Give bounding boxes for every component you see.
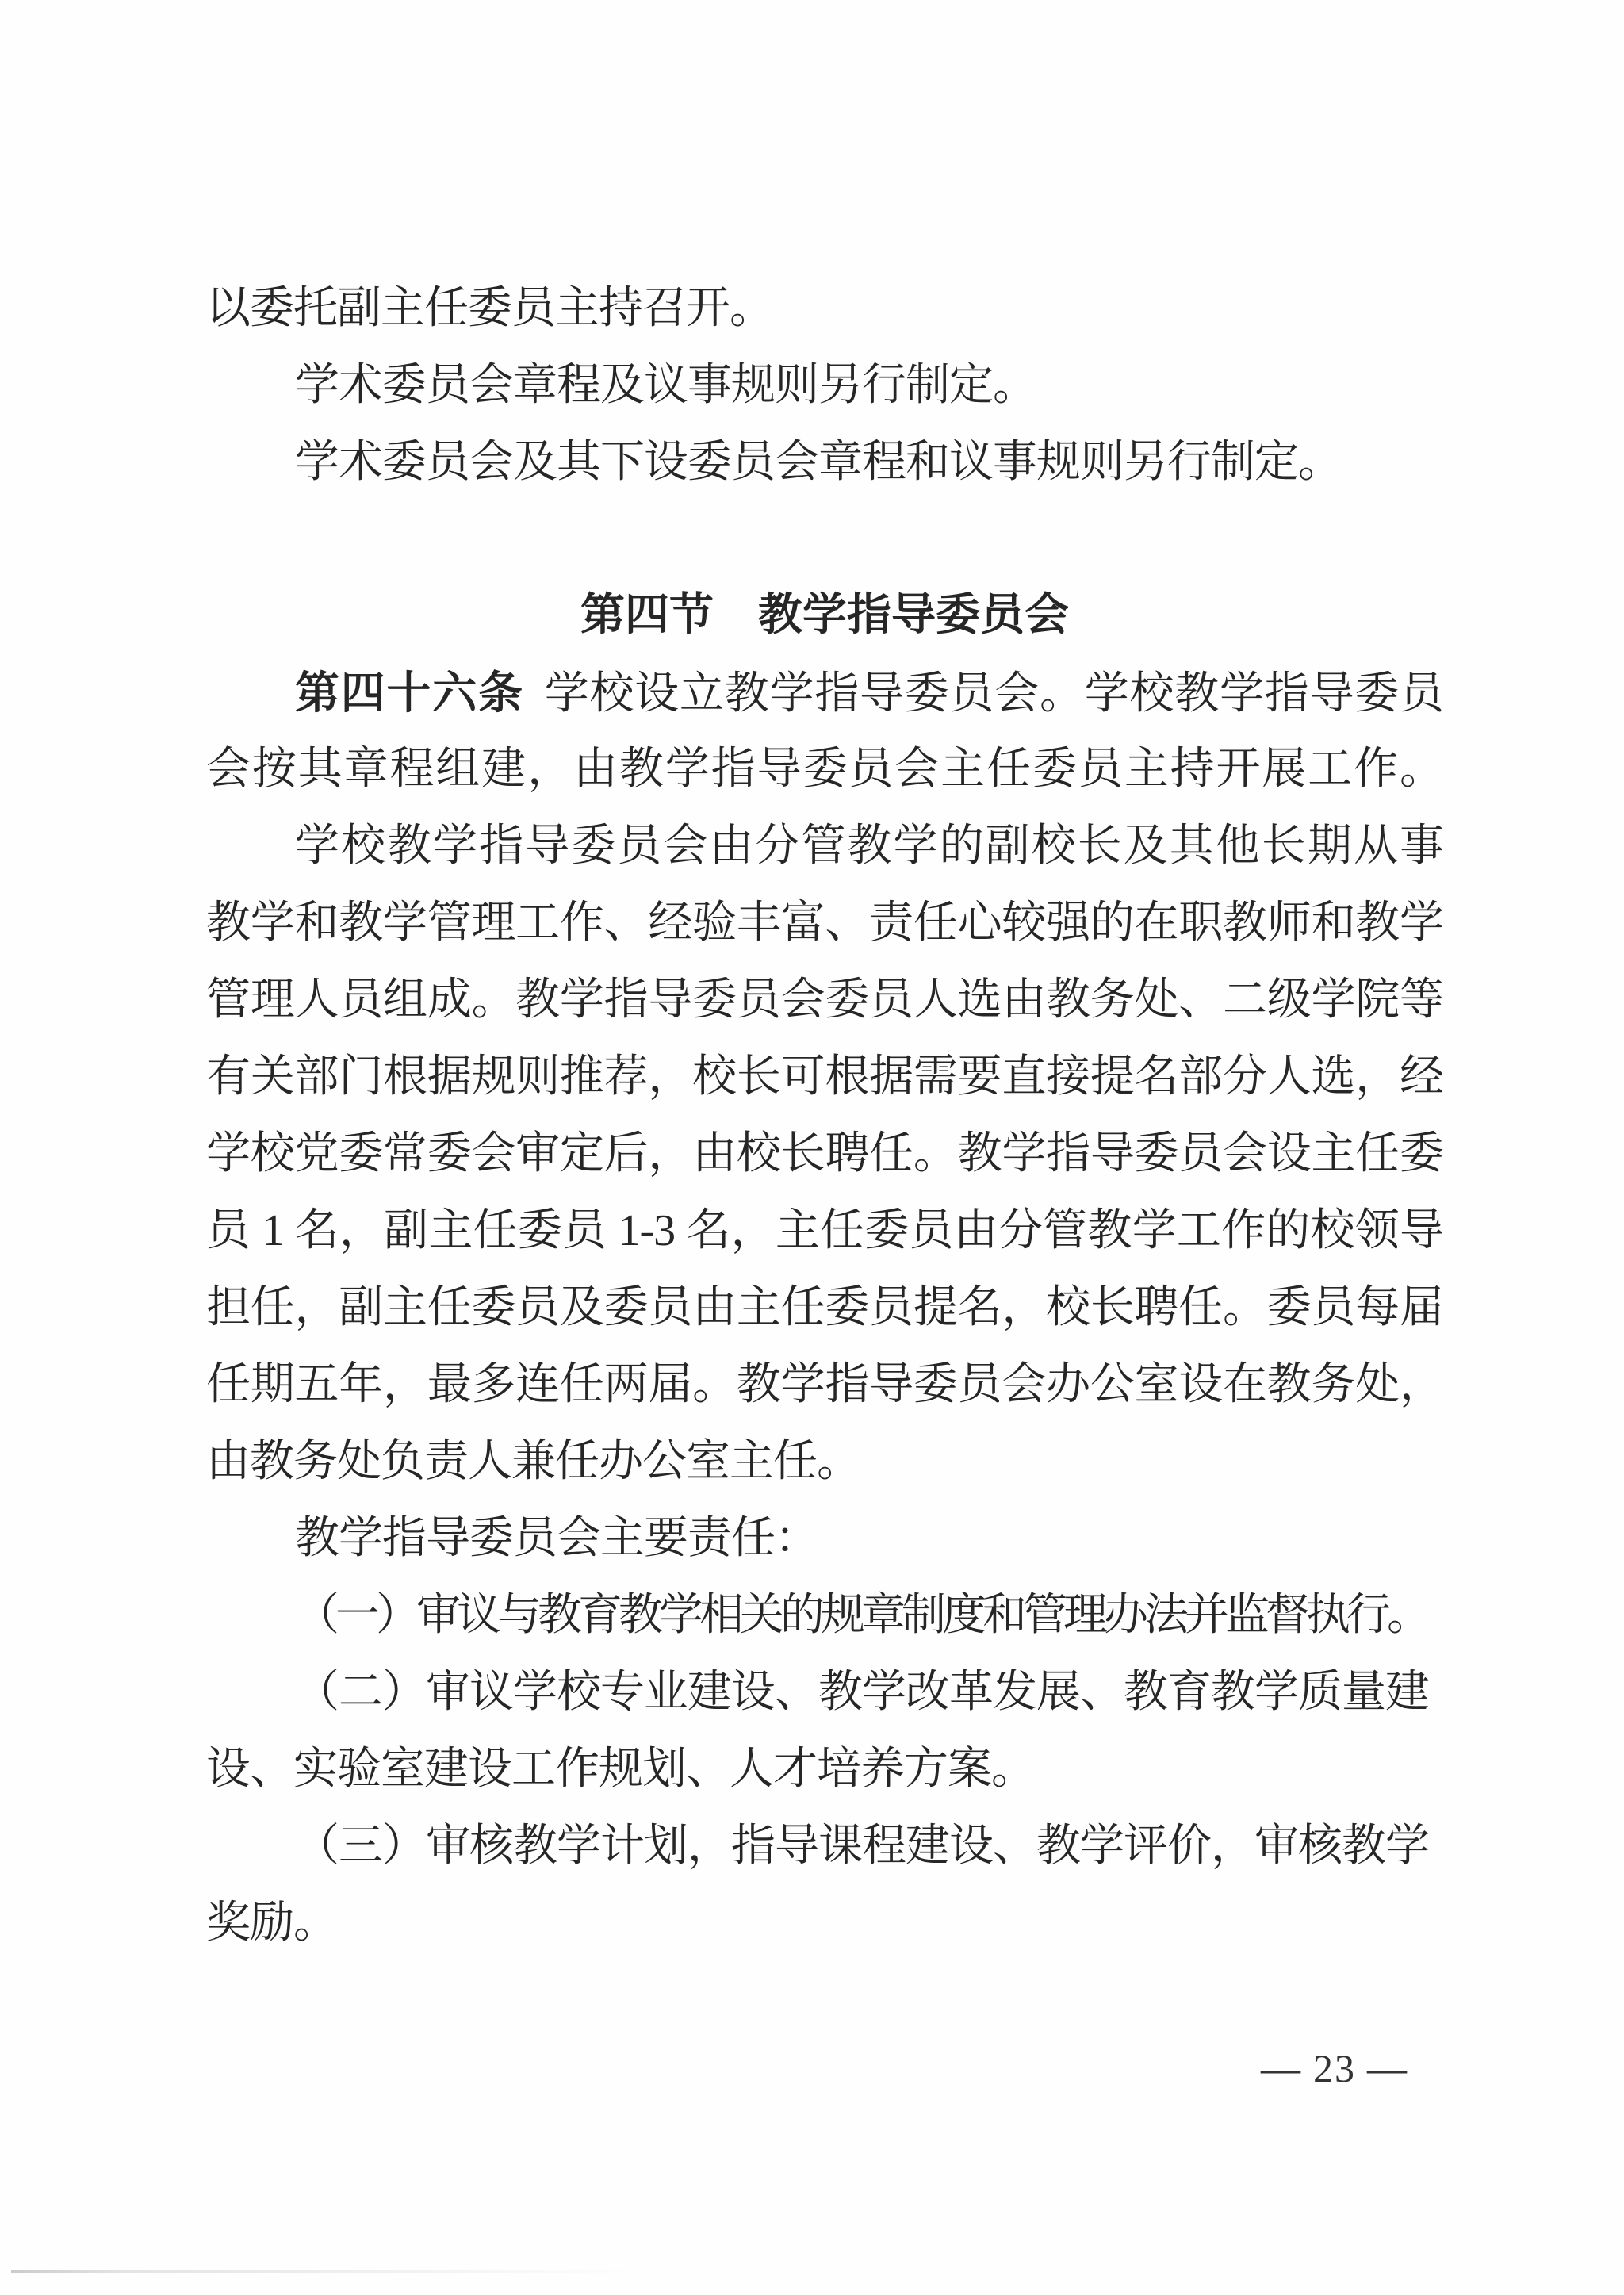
- section-heading: 第四节 教学指导委员会: [580, 591, 1069, 640]
- article-number: 第四十六条: [295, 668, 524, 718]
- page-number: [1261, 2046, 1408, 2090]
- text-line: 教学和教学管理工作、经验丰富、责任心较强的在职教师和教学: [206, 898, 1443, 948]
- text-line: 教学指导委员会主要责任：: [295, 1514, 818, 1563]
- text-line: 学校教学指导委员会由分管教学的副校长及其他长期从事: [295, 822, 1443, 871]
- page-number-dash-left: —: [1261, 2046, 1302, 2090]
- text-line: 奖励。: [206, 1898, 337, 1948]
- article-first-line-text: 学校设立教学指导委员会。学校教学指导委员: [544, 669, 1443, 718]
- text-line: 设、实验室建设工作规划、人才培养方案。: [206, 1745, 1035, 1794]
- text-line: 管理人员组成。教学指导委员会委员人选由教务处、二级学院等: [206, 975, 1443, 1025]
- blank-line-spacer: [206, 501, 1443, 577]
- text-line: 员 1 名，副主任委员 1-3 名，主任委员由分管教学工作的校领导: [206, 1206, 1443, 1255]
- text-line: （三）审核教学计划，指导课程建设、教学评价，审核教学: [295, 1822, 1429, 1871]
- page-number-value: 23: [1313, 2046, 1356, 2090]
- text-line: （二）审议学校专业建设、教学改革发展、教育教学质量建: [295, 1668, 1429, 1717]
- page-number-dash-right: —: [1367, 2046, 1408, 2090]
- text-line: 任期五年，最多连任两届。教学指导委员会办公室设在教务处，: [206, 1360, 1443, 1409]
- text-line: 学术委员会章程及议事规则另行制定。: [295, 361, 1036, 410]
- text-line: 学校党委常委会审定后，由校长聘任。教学指导委员会设主任委: [206, 1129, 1443, 1178]
- text-line: 会按其章程组建，由教学指导委员会主任委员主持开展工作。: [206, 745, 1443, 794]
- document-body: [206, 270, 1443, 1962]
- text-line: 以委托副主任委员主持召开。: [206, 284, 773, 333]
- article-first-line: [206, 654, 1443, 731]
- text-line: （一）审议与教育教学相关的规章制度和管理办法并监督执行。: [295, 1591, 1427, 1640]
- scan-artifact-line: [11, 2270, 638, 2273]
- text-line: 有关部门根据规则推荐，校长可根据需要直接提名部分人选，经: [206, 1052, 1443, 1102]
- text-line: 由教务处负责人兼任办公室主任。: [206, 1437, 860, 1486]
- text-line: 学术委员会及其下设委员会章程和议事规则另行制定。: [295, 438, 1342, 487]
- text-line: 担任，副主任委员及委员由主任委员提名，校长聘任。委员每届: [206, 1283, 1443, 1332]
